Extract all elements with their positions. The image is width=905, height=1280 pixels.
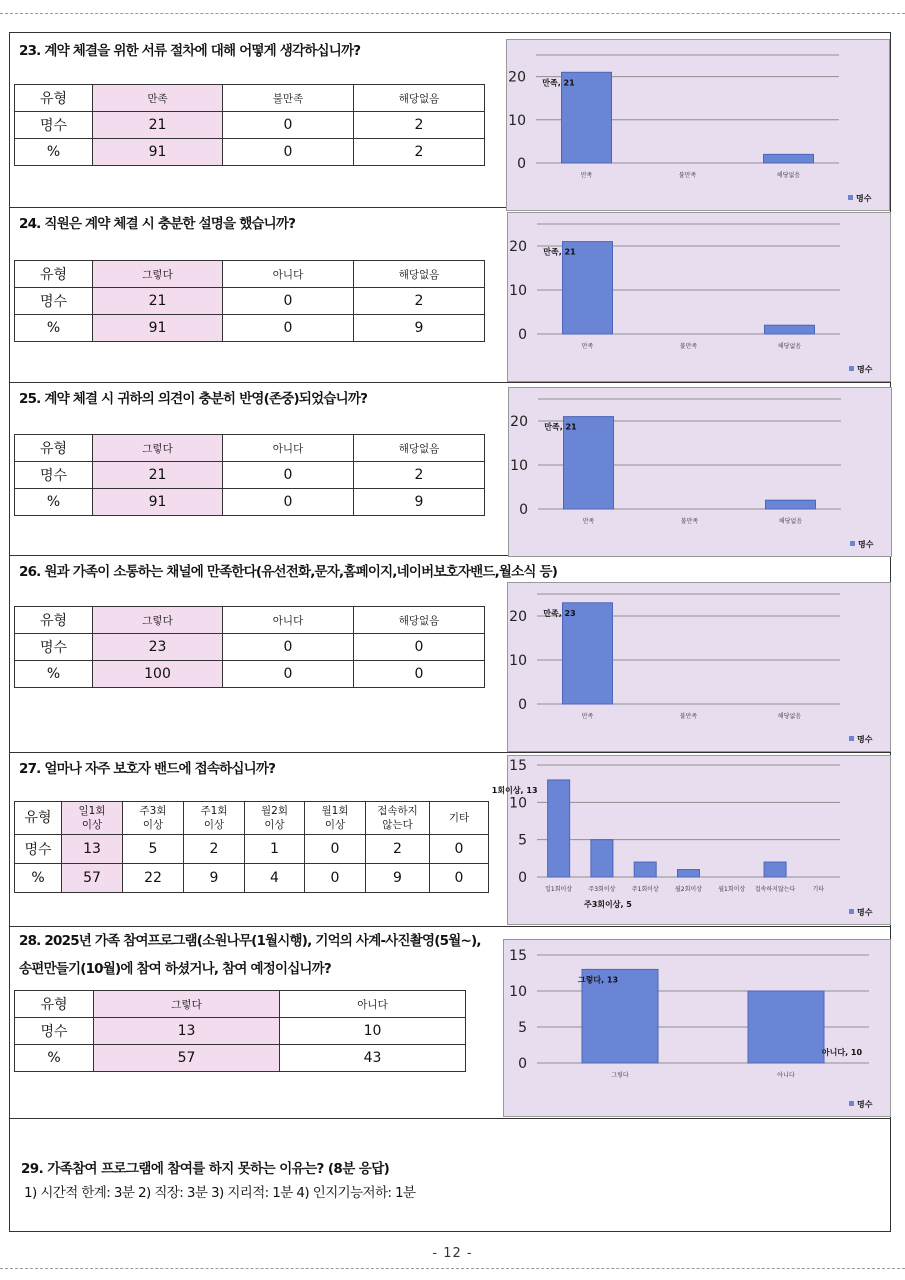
header-cell: 그렇다 <box>93 607 223 634</box>
count-cell: 13 <box>62 835 123 864</box>
x-tick-label: 해당없음 <box>777 343 802 350</box>
question-24: 24. 직원은 계약 체결 시 충분한 설명을 했습니까? <box>19 216 296 232</box>
bar <box>764 154 814 163</box>
y-tick-label: 15 <box>509 948 527 964</box>
table-q28 <box>14 990 466 1072</box>
count-cell: 21 <box>93 462 223 489</box>
count-cell: 1 <box>245 835 305 864</box>
bar <box>634 862 656 877</box>
data-label: 1회이상, 13 <box>491 785 538 795</box>
header-cell: 월2회 이상 <box>245 802 305 835</box>
percent-cell: 9 <box>366 864 430 893</box>
percent-cell: 91 <box>93 315 223 342</box>
percent-cell: 22 <box>123 864 184 893</box>
header-cell: 그렇다 <box>93 435 223 462</box>
chart-svg <box>507 212 891 382</box>
bottom-dashed-line <box>0 1268 905 1269</box>
header-cell: 그렇다 <box>93 261 223 288</box>
x-tick-label: 불만족 <box>679 713 698 720</box>
section-q27 <box>10 753 890 927</box>
count-cell: 5 <box>123 835 184 864</box>
header-cell: 그렇다 <box>94 991 280 1018</box>
y-tick-label: 10 <box>510 458 528 474</box>
header-cell: 불만족 <box>223 85 354 112</box>
legend-label: 명수 <box>858 540 874 549</box>
section-q26 <box>10 556 890 753</box>
row-label: 유형 <box>15 607 93 634</box>
bar <box>591 840 613 877</box>
y-tick-label: 20 <box>509 239 527 255</box>
percent-cell: 0 <box>305 864 366 893</box>
count-cell: 0 <box>223 462 354 489</box>
y-tick-label: 0 <box>517 156 526 172</box>
row-label: 유형 <box>15 802 62 835</box>
row-label: 유형 <box>15 991 94 1018</box>
header-cell: 주1회 이상 <box>184 802 245 835</box>
y-tick-label: 0 <box>519 502 528 518</box>
data-label: 만족, 21 <box>544 422 577 432</box>
header-cell: 접속하지 않는다 <box>366 802 430 835</box>
data-label: 아니다, 10 <box>821 1048 863 1057</box>
row-label: 명수 <box>15 634 93 661</box>
header-cell: 아니다 <box>223 261 354 288</box>
row-label: % <box>15 139 93 166</box>
percent-cell: 9 <box>184 864 245 893</box>
count-cell: 21 <box>93 288 223 315</box>
y-tick-label: 20 <box>508 69 526 86</box>
x-tick-label: 월2회이상 <box>674 886 703 893</box>
percent-cell: 0 <box>223 489 354 516</box>
header-cell: 아니다 <box>280 991 466 1018</box>
x-tick-label: 그렇다 <box>611 1072 629 1079</box>
x-tick-label: 불만족 <box>678 172 697 179</box>
question-27: 27. 얼마나 자주 보호자 밴드에 접속하십니까? <box>19 761 276 777</box>
bar <box>548 780 570 877</box>
legend-swatch <box>849 366 854 371</box>
count-cell: 2 <box>366 835 430 864</box>
percent-cell: 0 <box>223 661 354 688</box>
chart-svg <box>506 39 890 211</box>
chart-q28 <box>503 939 891 1117</box>
data-label: 그렇다, 13 <box>577 975 619 985</box>
chart-q24 <box>507 212 891 382</box>
bar <box>563 603 613 704</box>
percent-cell: 91 <box>93 139 223 166</box>
data-label: 만족, 21 <box>543 247 576 257</box>
chart-q27 <box>491 755 891 925</box>
row-label: % <box>15 661 93 688</box>
question-28-line2: 송편만들기(10월)에 참여 하셨거나, 참여 예정이십니까? <box>19 961 331 977</box>
y-tick-label: 10 <box>509 795 527 812</box>
x-tick-label: 기타 <box>812 886 825 893</box>
row-label: % <box>15 489 93 516</box>
y-tick-label: 10 <box>509 653 527 669</box>
x-tick-label: 주3회이상 <box>588 886 616 893</box>
data-label: 만족, 23 <box>543 608 576 618</box>
y-tick-label: 20 <box>510 414 528 430</box>
section-q23 <box>10 33 890 208</box>
percent-cell: 4 <box>245 864 305 893</box>
y-tick-label: 0 <box>518 870 527 886</box>
chart-svg <box>491 755 891 925</box>
count-cell: 0 <box>223 288 354 315</box>
legend-label: 명수 <box>857 365 873 374</box>
answer-29: 1) 시간적 한계: 3분 2) 직장: 3분 3) 지리적: 1분 4) 인지기능저하: 1분 <box>24 1185 416 1201</box>
count-cell: 2 <box>354 112 485 139</box>
x-tick-label: 해당없음 <box>778 518 803 525</box>
question-29: 29. 가족참여 프로그램에 참여를 하지 못하는 이유는? (8분 응답) <box>21 1161 390 1177</box>
percent-cell: 2 <box>354 139 485 166</box>
x-tick-label: 만족 <box>581 343 594 350</box>
data-label: 주3회이상, 5 <box>583 900 632 909</box>
legend-swatch <box>850 541 855 546</box>
header-cell: 해당없음 <box>354 607 485 634</box>
count-cell: 0 <box>354 634 485 661</box>
row-label: 명수 <box>15 835 62 864</box>
y-tick-label: 5 <box>518 1020 527 1036</box>
legend-swatch <box>848 195 853 200</box>
count-cell: 21 <box>93 112 223 139</box>
percent-cell: 0 <box>223 315 354 342</box>
question-23: 23. 계약 체결을 위한 서류 절차에 대해 어떻게 생각하십니까? <box>19 43 361 59</box>
row-label: % <box>15 315 93 342</box>
header-cell: 일1회 이상 <box>62 802 123 835</box>
data-label: 만족, 21 <box>542 78 575 88</box>
y-tick-label: 20 <box>509 609 527 625</box>
row-label: 유형 <box>15 85 93 112</box>
y-tick-label: 10 <box>509 283 527 299</box>
y-tick-label: 0 <box>518 1056 527 1072</box>
chart-q23 <box>506 39 890 211</box>
y-tick-label: 15 <box>509 758 527 774</box>
bar <box>764 862 786 877</box>
y-tick-label: 0 <box>518 697 527 713</box>
row-label: 명수 <box>15 112 93 139</box>
x-tick-label: 해당없음 <box>777 713 802 720</box>
header-cell: 아니다 <box>223 607 354 634</box>
header-cell: 해당없음 <box>354 85 485 112</box>
x-tick-label: 불만족 <box>679 343 698 350</box>
percent-cell: 43 <box>280 1045 466 1072</box>
bar <box>765 325 815 334</box>
count-cell: 0 <box>223 634 354 661</box>
x-tick-label: 만족 <box>580 172 593 179</box>
question-25: 25. 계약 체결 시 귀하의 의견이 충분히 반영(존중)되었습니까? <box>19 391 368 407</box>
count-cell: 10 <box>280 1018 466 1045</box>
table-q24 <box>14 260 485 342</box>
percent-cell: 0 <box>430 864 489 893</box>
chart-svg <box>508 387 892 557</box>
bar <box>748 991 824 1063</box>
question-28: 28. 2025년 가족 참여프로그램(소원나무(1월시행), 기억의 사계-사진촬영(5월~), <box>19 933 481 949</box>
percent-cell: 9 <box>354 489 485 516</box>
header-cell: 만족 <box>93 85 223 112</box>
header-cell: 해당없음 <box>354 261 485 288</box>
row-label: 명수 <box>15 1018 94 1045</box>
legend-swatch <box>849 1101 854 1106</box>
legend-swatch <box>849 736 854 741</box>
header-cell: 기타 <box>430 802 489 835</box>
header-cell: 주3회 이상 <box>123 802 184 835</box>
y-tick-label: 10 <box>508 112 526 129</box>
legend-label: 명수 <box>857 735 873 744</box>
table-q25 <box>14 434 485 516</box>
count-cell: 2 <box>354 288 485 315</box>
count-cell: 2 <box>354 462 485 489</box>
count-cell: 0 <box>430 835 489 864</box>
question-26: 26. 원과 가족이 소통하는 채널에 만족한다(유선전화,문자,홈페이지,네이버보호자밴드,월소식 등) <box>19 564 558 580</box>
table-q27 <box>14 801 489 893</box>
count-cell: 0 <box>305 835 366 864</box>
page-number: - 12 - <box>432 1246 473 1261</box>
count-cell: 2 <box>184 835 245 864</box>
legend-label: 명수 <box>856 194 872 203</box>
table-q26 <box>14 606 485 688</box>
legend-label: 명수 <box>857 908 873 917</box>
x-tick-label: 아니다 <box>777 1072 795 1079</box>
section-q25 <box>10 383 890 556</box>
legend-label: 명수 <box>857 1100 873 1109</box>
chart-q26 <box>507 582 891 752</box>
bar <box>766 500 816 509</box>
x-tick-label: 불만족 <box>680 518 699 525</box>
row-label: % <box>15 1045 94 1072</box>
top-dashed-line <box>0 13 905 14</box>
y-tick-label: 5 <box>518 832 527 849</box>
row-label: 명수 <box>15 462 93 489</box>
bar <box>678 870 700 877</box>
percent-cell: 9 <box>354 315 485 342</box>
section-q24 <box>10 208 890 383</box>
row-label: 유형 <box>15 261 93 288</box>
x-tick-label: 만족 <box>582 518 595 525</box>
percent-cell: 57 <box>94 1045 280 1072</box>
row-label: 명수 <box>15 288 93 315</box>
chart-svg <box>503 939 891 1117</box>
x-tick-label: 일1회이상 <box>545 886 573 893</box>
section-q29 <box>10 1119 890 1231</box>
count-cell: 13 <box>94 1018 280 1045</box>
x-tick-label: 해당없음 <box>776 172 801 179</box>
chart-background <box>504 940 891 1117</box>
y-tick-label: 10 <box>509 984 527 1000</box>
count-cell: 23 <box>93 634 223 661</box>
section-q28 <box>10 927 890 1119</box>
table-q23 <box>14 84 485 166</box>
row-label: 유형 <box>15 435 93 462</box>
row-label: % <box>15 864 62 893</box>
percent-cell: 0 <box>223 139 354 166</box>
header-cell: 해당없음 <box>354 435 485 462</box>
header-cell: 월1회 이상 <box>305 802 366 835</box>
survey-page-frame <box>9 32 891 1232</box>
legend-swatch <box>849 909 854 914</box>
x-tick-label: 접속하지않는다 <box>754 886 796 893</box>
chart-q25 <box>508 387 892 557</box>
chart-svg <box>507 582 891 752</box>
percent-cell: 91 <box>93 489 223 516</box>
x-tick-label: 주1회이상 <box>631 886 659 893</box>
y-tick-label: 0 <box>518 327 527 343</box>
percent-cell: 100 <box>93 661 223 688</box>
x-tick-label: 만족 <box>581 713 594 720</box>
header-cell: 아니다 <box>223 435 354 462</box>
x-tick-label: 월1회이상 <box>718 886 746 893</box>
percent-cell: 0 <box>354 661 485 688</box>
count-cell: 0 <box>223 112 354 139</box>
percent-cell: 57 <box>62 864 123 893</box>
